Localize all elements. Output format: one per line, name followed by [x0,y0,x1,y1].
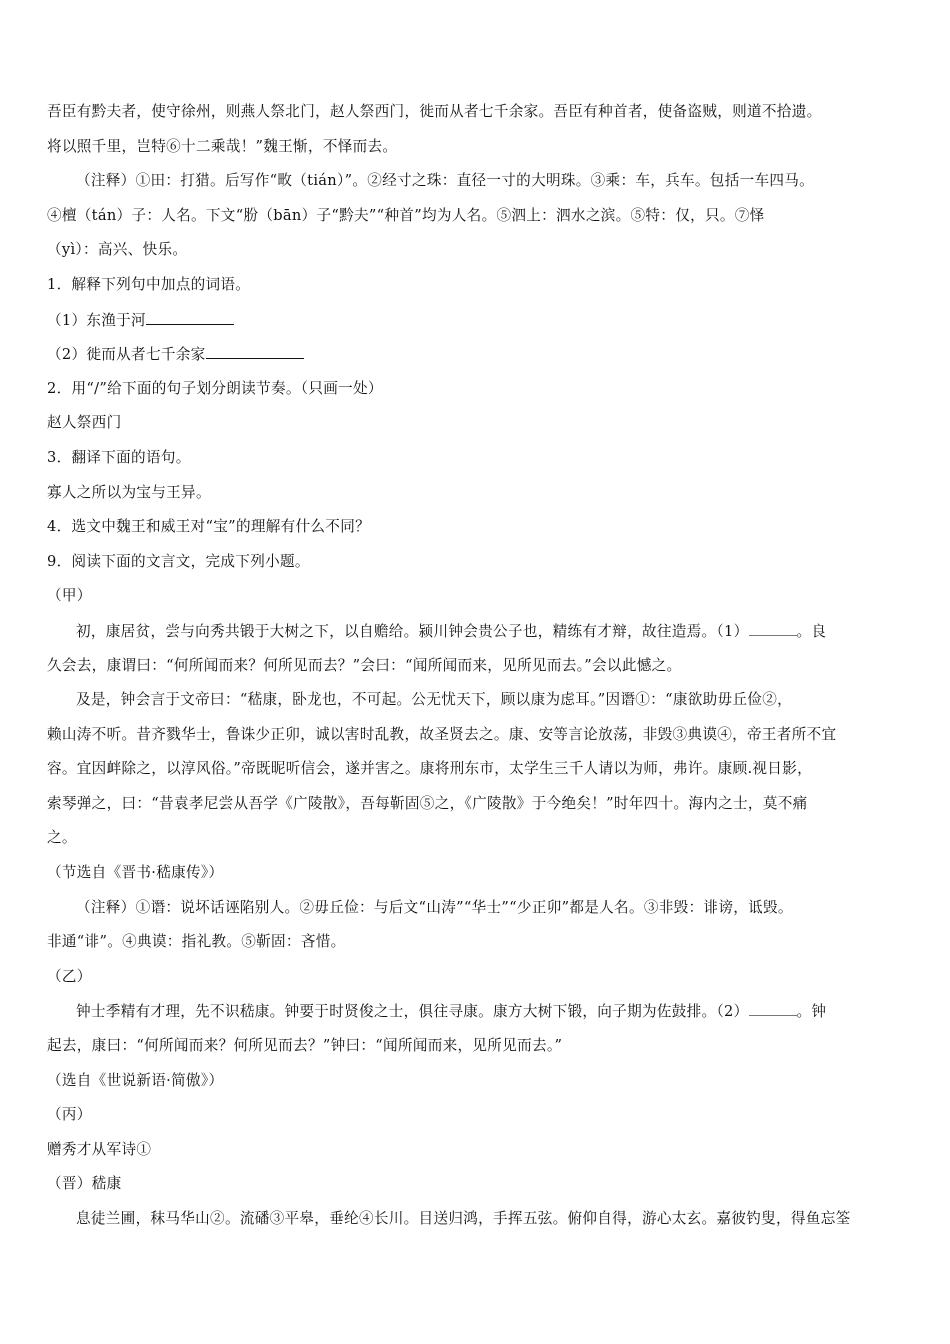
line-text: （丙） [47,1106,92,1124]
line-text: 起去，康曰：“何所闻而来？何所见而去？”钟曰：“闻所闻而来，见所见而去。” [47,1037,563,1055]
line-text: （2）徙而从者七千余家 [47,346,206,364]
text-line [47,446,917,481]
text-line [47,1172,917,1207]
document-body [47,100,917,1242]
text-line [47,930,917,965]
line-text: ④檀（tán）子：人名。下文“肦（bān）子“黔夫”“种首”均为人名。⑤泗上：泗水之滨。⑤特：仅，只。⑦怿 [47,206,765,224]
text-line [47,308,917,343]
line-text: （节选自《晋书·嵇康传》） [47,864,224,882]
text-line [47,861,917,896]
text-line [47,1034,917,1069]
text-line [47,965,917,1000]
text-line [47,757,917,792]
line-text: 初，康居贫，尝与向秀共锻于大树之下，以自赡给。颍川钟会贵公子也，精练有才辩，故往造焉。（1） [76,622,749,640]
text-line [47,238,917,273]
text-line [47,550,917,585]
line-text: 2．用“/”给下面的句子划分朗读节奏。（只画一处） [47,379,383,397]
text-line [47,135,917,170]
line-text: 吾臣有黔夫者，使守徐州，则燕人祭北门，赵人祭西门，徙而从者七千余家。吾臣有种首者，使备盗贼，则道不拾遗。 [47,103,822,120]
text-line [47,1207,917,1242]
text-line [47,688,917,723]
line-text: 久会去，康谓曰：“何所闻而来？何所见而去？”会曰：“闻所闻而来，见所见而去。”会以此憾之。 [47,656,682,674]
text-line [47,792,917,827]
line-text: 息徒兰圃，秣马华山②。流磻③平皋，垂纶④长川。目送归鸿，手挥五弦。俯仰自得，游心太玄。嘉彼钓叟，得鱼忘筌 [76,1210,851,1227]
text-line [47,619,917,654]
text-line [47,723,917,758]
line-text: （1）东渔于河 [47,311,146,329]
line-text: （晋）嵇康 [47,1175,122,1193]
text-line [47,411,917,446]
text-line [47,896,917,931]
text-line [47,515,917,550]
text-line [47,481,917,516]
line-text-after-blank: 。钟 [796,1003,827,1021]
text-line [47,584,917,619]
line-text: （甲） [47,587,92,605]
text-line [47,377,917,412]
line-text: 及是，钟会言于文帝曰：“嵇康，卧龙也，不可起。公无忧天下，顾以康为虑耳。”因谮①：“康欲助毋丘俭②， [76,691,792,709]
line-text: 赖山涛不听。昔齐戮华士，鲁诛少正卯，诚以害时乱教，故圣贤去之。康、安等言论放荡，非毁③典谟④，帝王者所不宜 [47,725,837,743]
text-line [47,654,917,689]
answer-blank[interactable] [749,619,797,636]
text-line [47,826,917,861]
line-text: 赠秀才从军诗① [47,1140,152,1158]
line-text: 1．解释下列句中加点的词语。 [47,275,251,293]
text-line [47,1103,917,1138]
text-line [47,1069,917,1104]
line-text: （选自《世说新语·简傲》） [47,1071,224,1089]
line-text-after-blank: 。良 [796,622,827,640]
line-text: 将以照千里，岂特⑥十二乘哉！”魏王惭，不怿而去。 [47,137,398,155]
line-text: （乙） [47,967,92,985]
line-text: 索琴弹之，曰：“昔袁孝尼尝从吾学《广陵散》，吾每靳固⑤之，《广陵散》于今绝矣！”时年四十。海内之士，莫不痛 [47,794,808,812]
line-text: 非通“诽”。④典谟：指礼教。⑤靳固：吝惜。 [47,933,346,951]
line-text: 3．翻译下面的语句。 [47,448,191,466]
line-text: （注释）①田：打猎。后写作“畋（tián）”。②经寸之珠：直径一寸的大明珠。③乘：车，兵车。包括一车四马。 [76,172,815,190]
line-text: 容。宜因衅除之，以淳风俗。”帝既昵听信会，遂并害之。康将刑东市，太学生三千人请以为师，弗许。康顾.视日影， [47,760,812,778]
answer-blank[interactable] [749,999,797,1016]
answer-blank[interactable] [206,342,304,359]
line-text: 之。 [47,829,77,847]
line-text: 寡人之所以为宝与王异。 [47,483,211,501]
line-text: 赵人祭西门 [47,414,122,432]
text-line [47,100,917,135]
text-line [47,204,917,239]
line-text: 9．阅读下面的文言文，完成下列小题。 [47,552,310,570]
text-line [47,1138,917,1173]
text-line [47,273,917,308]
line-text: （注释）①谮：说坏话诬陷别人。②毋丘俭：与后文“山涛”“华士”“少正卯”都是人名。③非毁：诽谤，诋毁。 [76,898,793,916]
line-text: （yì）：高兴、快乐。 [47,241,188,259]
answer-blank[interactable] [146,308,234,325]
text-line [47,999,917,1034]
text-line [47,169,917,204]
text-line [47,342,917,377]
line-text: 钟士季精有才理，先不识嵇康。钟要于时贤俊之士，俱往寻康。康方大树下锻，向子期为佐鼓排。（2） [76,1003,749,1021]
line-text: 4．选文中魏王和威王对“宝”的理解有什么不同？ [47,518,370,536]
